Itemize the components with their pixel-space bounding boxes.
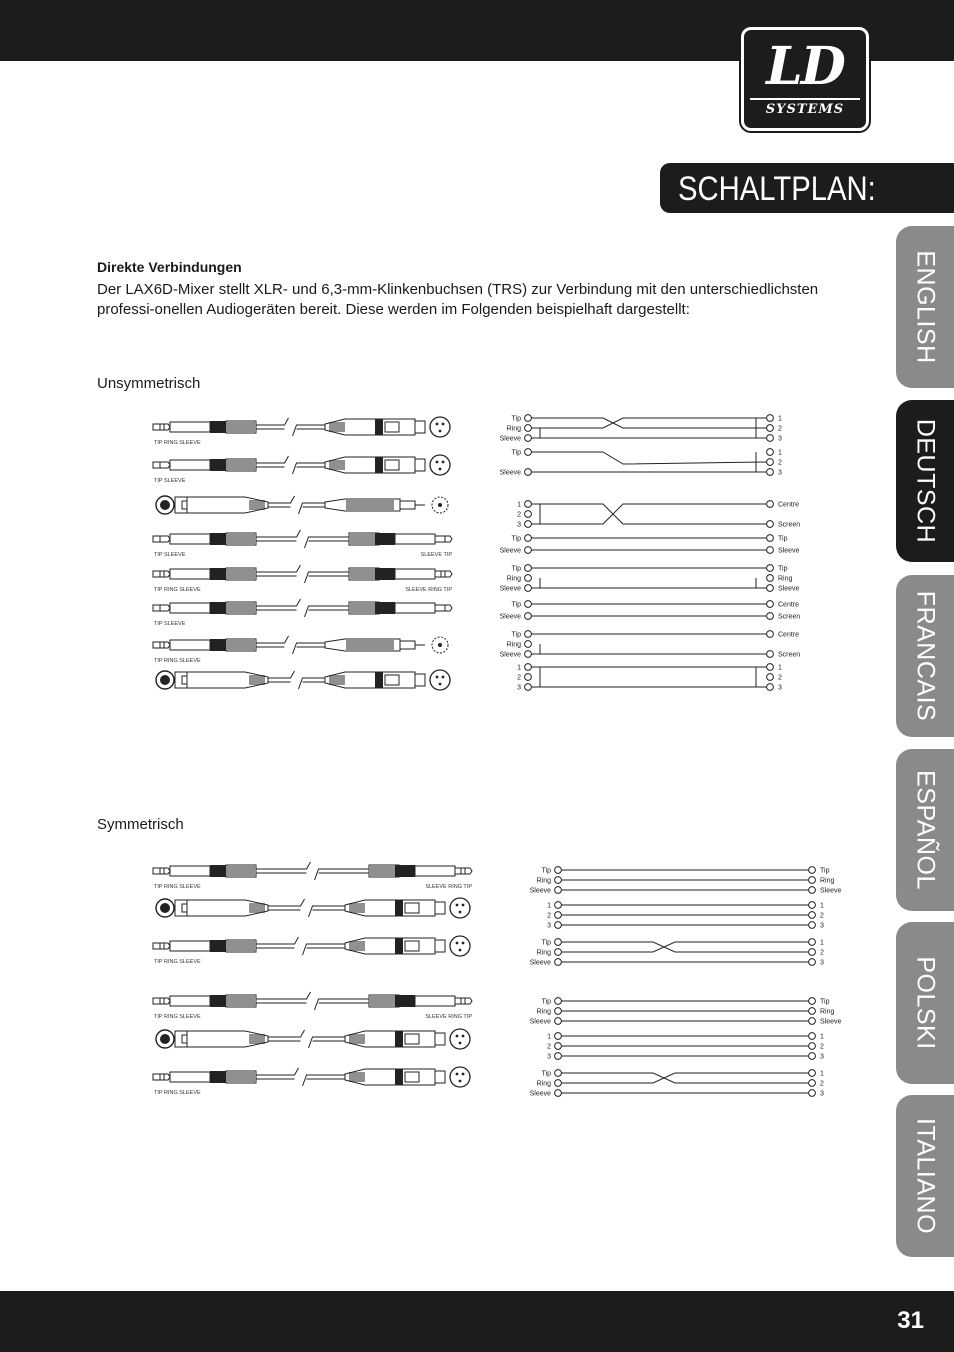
terminal-label: Tip [778, 565, 788, 573]
wiring-diagram [500, 535, 800, 555]
terminal [809, 1090, 816, 1097]
terminal-label: 3 [517, 684, 521, 692]
trs-plug-left [153, 1071, 256, 1083]
xlr-male-plug-right [345, 1029, 470, 1049]
cable-illustration [153, 530, 452, 558]
terminal-label: Sleeve [499, 547, 521, 555]
terminal [767, 664, 774, 671]
terminal-label: 2 [820, 1080, 824, 1088]
terminal-label: 1 [547, 1033, 551, 1041]
xlr-female-plug-left [156, 496, 268, 514]
terminal-label: Sleeve [778, 547, 800, 555]
trs-plug-left [153, 940, 256, 952]
terminal-label: 2 [547, 1043, 551, 1051]
cable-right-label: SLEEVE RING TIP [405, 587, 452, 593]
xlr-female-plug-left [156, 671, 268, 689]
terminal [767, 435, 774, 442]
terminal [555, 1033, 562, 1040]
terminal-label: Tip [541, 939, 551, 947]
terminal-label: 2 [820, 912, 824, 920]
xlr-male-plug-right [345, 1067, 470, 1087]
terminal [767, 674, 774, 681]
wiring-diagram [517, 501, 800, 529]
terminal-label: Tip [541, 867, 551, 875]
ts-plug-left [153, 459, 256, 471]
terminal-label: Ring [536, 949, 551, 957]
cable-left-label: TIP RING SLEEVE [154, 440, 201, 446]
terminal [767, 575, 774, 582]
tab-english[interactable] [896, 226, 954, 388]
section-title-box [660, 163, 954, 213]
rca-plug-right [325, 637, 448, 653]
terminal [555, 949, 562, 956]
terminal [555, 1070, 562, 1077]
logo-sub: SYSTEMS [750, 98, 860, 117]
terminal-label: Sleeve [499, 469, 521, 477]
wiring-diagram [530, 939, 824, 967]
terminal-label: Ring [820, 1008, 835, 1016]
terminal-label: 2 [778, 674, 782, 682]
terminal-label: 3 [778, 469, 782, 477]
terminal [767, 459, 774, 466]
tab-label: ENGLISH [911, 250, 940, 364]
terminal [809, 1043, 816, 1050]
terminal [555, 1053, 562, 1060]
terminal [767, 684, 774, 691]
cable-illustration [153, 636, 448, 664]
terminal-label: 2 [547, 912, 551, 920]
terminal-label: Screen [778, 651, 801, 659]
xlr-male-plug-right [345, 936, 470, 956]
wiring-diagram [500, 601, 801, 621]
wiring-diagram [530, 867, 842, 895]
terminal [809, 959, 816, 966]
balanced-cable-illustrations [150, 855, 480, 1105]
terminal [555, 877, 562, 884]
terminal [809, 867, 816, 874]
terminal [525, 521, 532, 528]
terminal [555, 1018, 562, 1025]
cable-illustration [153, 936, 470, 965]
tab-deutsch[interactable] [896, 400, 954, 562]
ts-plug-right [349, 533, 452, 545]
terminal [809, 922, 816, 929]
terminal-label: Tip [511, 449, 521, 457]
terminal-label: Tip [511, 415, 521, 423]
cable-left-label: TIP RING SLEEVE [154, 1014, 201, 1020]
terminal [525, 664, 532, 671]
cable-illustration [156, 898, 470, 918]
terminal [525, 575, 532, 582]
ts-plug-left [153, 533, 256, 545]
terminal [555, 902, 562, 909]
terminal [809, 1070, 816, 1077]
terminal-label: 3 [547, 1053, 551, 1061]
terminal [809, 998, 816, 1005]
terminal [809, 912, 816, 919]
xlr-male-plug-right [345, 898, 470, 918]
terminal [555, 912, 562, 919]
terminal [767, 469, 774, 476]
terminal [767, 521, 774, 528]
balanced-wiring-diagrams [480, 855, 870, 1105]
wiring-diagram [500, 449, 782, 477]
terminal-label: Sleeve [529, 1090, 551, 1098]
terminal [555, 887, 562, 894]
terminal [767, 415, 774, 422]
terminal-label: 1 [820, 902, 824, 910]
trs-plug-left [153, 865, 256, 877]
trs-plug-left [153, 421, 256, 433]
terminal [525, 511, 532, 518]
terminal [767, 449, 774, 456]
cable-illustration [153, 862, 472, 890]
tab-label: ITALIANO [911, 1117, 940, 1235]
trs-plug-left [153, 995, 256, 1007]
unbalanced-label: Unsymmetrisch [97, 375, 201, 392]
terminal [555, 922, 562, 929]
terminal [525, 415, 532, 422]
terminal [809, 902, 816, 909]
terminal [767, 547, 774, 554]
cable-left-label: TIP SLEEVE [154, 552, 186, 558]
terminal-label: 1 [517, 664, 521, 672]
terminal-label: 2 [517, 674, 521, 682]
intro-heading: Direkte Verbindungen [97, 259, 242, 275]
terminal-label: Tip [511, 631, 521, 639]
terminal [525, 547, 532, 554]
trs-plug-left [153, 639, 256, 651]
tab-label: POLSKI [911, 956, 940, 1050]
terminal-label: Tip [778, 535, 788, 543]
terminal-label: Tip [511, 601, 521, 609]
terminal-label: Sleeve [499, 585, 521, 593]
ts-plug-right [349, 602, 452, 614]
terminal-label: 2 [778, 459, 782, 467]
terminal-label: 2 [778, 425, 782, 433]
terminal [767, 501, 774, 508]
terminal-label: Ring [536, 1080, 551, 1088]
terminal [525, 565, 532, 572]
tab-label: DEUTSCH [911, 418, 940, 544]
cable-illustration [153, 417, 450, 446]
terminal [809, 1008, 816, 1015]
terminal-label: Tip [511, 535, 521, 543]
terminal-label: 1 [778, 415, 782, 423]
cable-illustration [153, 599, 452, 627]
terminal-label: 1 [820, 939, 824, 947]
cable-right-label: SLEEVE RING TIP [425, 884, 472, 890]
terminal-label: Screen [778, 521, 801, 529]
terminal-label: Tip [541, 998, 551, 1006]
wiring-diagram [500, 565, 800, 593]
terminal [809, 1080, 816, 1087]
terminal-label: Centre [778, 601, 800, 609]
wiring-diagram [547, 1033, 824, 1061]
terminal [767, 651, 774, 658]
terminal [809, 1053, 816, 1060]
xlr-female-plug-left [156, 899, 268, 917]
terminal [525, 425, 532, 432]
terminal-label: Sleeve [820, 1018, 842, 1026]
wiring-diagram [530, 998, 842, 1026]
xlr-female-plug-left [156, 1030, 268, 1048]
terminal-label: Ring [506, 641, 521, 649]
terminal-label: 3 [820, 922, 824, 930]
terminal [525, 585, 532, 592]
terminal-label: Tip [511, 565, 521, 573]
terminal [525, 535, 532, 542]
cable-illustration [156, 670, 450, 690]
terminal [525, 651, 532, 658]
terminal-label: 3 [820, 959, 824, 967]
terminal-label: Sleeve [529, 887, 551, 895]
terminal-label: 3 [820, 1090, 824, 1098]
terminal-label: 3 [778, 435, 782, 443]
terminal-label: 1 [820, 1070, 824, 1078]
terminal [555, 998, 562, 1005]
terminal [525, 449, 532, 456]
terminal-label: Ring [820, 877, 835, 885]
cable-right-label: SLEEVE TIP [420, 552, 452, 558]
terminal-label: 2 [820, 1043, 824, 1051]
wiring-diagram [517, 664, 782, 692]
wiring-diagram [500, 631, 801, 659]
tab-label: ESPAÑOL [911, 770, 940, 890]
xlr-male-plug-right [325, 670, 450, 690]
cable-right-label: SLEEVE RING TIP [425, 1014, 472, 1020]
terminal [555, 1080, 562, 1087]
bottom-bar [0, 1291, 954, 1352]
terminal-label: Centre [778, 631, 800, 639]
terminal-label: Tip [820, 867, 830, 875]
cable-left-label: TIP SLEEVE [154, 478, 186, 484]
cable-left-label: TIP RING SLEEVE [154, 1090, 201, 1096]
cable-left-label: TIP RING SLEEVE [154, 587, 201, 593]
intro-text: Der LAX6D-Mixer stellt XLR- und 6,3-mm-Klinkenbuchsen (TRS) zur Verbindung mit den unterschiedlichsten professi-onellen Audiogeräten bereit. Diese werden im Folgenden beispielhaft dargestellt: [97, 281, 819, 318]
xlr-male-plug-right [325, 455, 450, 475]
terminal [767, 585, 774, 592]
terminal-label: Sleeve [499, 651, 521, 659]
terminal [525, 631, 532, 638]
terminal-label: Centre [778, 501, 800, 509]
trs-plug-right [349, 568, 452, 580]
wiring-diagram [547, 902, 824, 930]
terminal [767, 631, 774, 638]
terminal-label: 1 [820, 1033, 824, 1041]
terminal [809, 1033, 816, 1040]
terminal [555, 939, 562, 946]
terminal-label: Ring [536, 1008, 551, 1016]
terminal-label: Sleeve [499, 435, 521, 443]
terminal-label: Sleeve [529, 959, 551, 967]
terminal [555, 959, 562, 966]
trs-plug-right [369, 865, 472, 877]
terminal-label: Sleeve [778, 585, 800, 593]
terminal-label: 1 [778, 664, 782, 672]
terminal-label: 1 [517, 501, 521, 509]
unbalanced-wiring-diagrams [480, 405, 840, 700]
terminal [767, 535, 774, 542]
terminal-label: 3 [517, 521, 521, 529]
terminal [809, 887, 816, 894]
cable-illustration [153, 565, 452, 593]
trs-plug-left [153, 568, 256, 580]
terminal-label: 2 [517, 511, 521, 519]
terminal-label: Sleeve [529, 1018, 551, 1026]
terminal [555, 1008, 562, 1015]
tab-polski[interactable] [896, 922, 954, 1084]
terminal-label: Ring [778, 575, 793, 583]
terminal [525, 601, 532, 608]
terminal [525, 501, 532, 508]
terminal [525, 674, 532, 681]
terminal-label: Ring [536, 877, 551, 885]
terminal-label: 1 [547, 902, 551, 910]
cable-left-label: TIP SLEEVE [154, 621, 186, 627]
balanced-label: Symmetrisch [97, 816, 184, 833]
terminal [555, 867, 562, 874]
wiring-diagram [500, 415, 782, 443]
logo-main: LD [766, 36, 844, 97]
cable-illustration [156, 496, 448, 514]
terminal [767, 565, 774, 572]
terminal-label: 2 [820, 949, 824, 957]
terminal-label: Tip [820, 998, 830, 1006]
terminal [525, 435, 532, 442]
terminal-label: 3 [820, 1053, 824, 1061]
tab-label: FRANCAIS [911, 590, 940, 722]
terminal [555, 1043, 562, 1050]
tab-francais[interactable] [896, 575, 954, 737]
terminal-label: Sleeve [820, 887, 842, 895]
cable-left-label: TIP RING SLEEVE [154, 658, 201, 664]
ts-plug-left [153, 602, 256, 614]
terminal-label: 3 [547, 922, 551, 930]
terminal-label: Ring [506, 575, 521, 583]
terminal [525, 613, 532, 620]
terminal [525, 684, 532, 691]
terminal-label: Screen [778, 613, 801, 621]
wiring-diagram [530, 1070, 824, 1098]
cable-illustration [156, 1029, 470, 1049]
trs-plug-right [369, 995, 472, 1007]
cable-left-label: TIP RING SLEEVE [154, 884, 201, 890]
terminal [767, 613, 774, 620]
terminal [555, 1090, 562, 1097]
xlr-male-plug-right [325, 417, 450, 437]
tab-italiano[interactable] [896, 1095, 954, 1257]
ld-systems-logo [741, 27, 869, 131]
page-title: SCHALTPLAN: [678, 170, 876, 208]
cable-left-label: TIP RING SLEEVE [154, 959, 201, 965]
terminal [809, 1018, 816, 1025]
terminal [809, 877, 816, 884]
terminal-label: Sleeve [499, 613, 521, 621]
unbalanced-cable-illustrations [150, 405, 460, 700]
rca-plug-right [325, 497, 448, 513]
terminal [525, 469, 532, 476]
terminal-label: 1 [778, 449, 782, 457]
cable-illustration [153, 455, 450, 484]
terminal [809, 939, 816, 946]
terminal [809, 949, 816, 956]
terminal [525, 641, 532, 648]
cable-illustration [153, 992, 472, 1020]
terminal [767, 601, 774, 608]
tab-espanol[interactable] [896, 749, 954, 911]
page-number: 31 [897, 1307, 924, 1334]
terminal [767, 425, 774, 432]
terminal-label: 3 [778, 684, 782, 692]
cable-illustration [153, 1067, 470, 1096]
terminal-label: Ring [506, 425, 521, 433]
terminal-label: Tip [541, 1070, 551, 1078]
